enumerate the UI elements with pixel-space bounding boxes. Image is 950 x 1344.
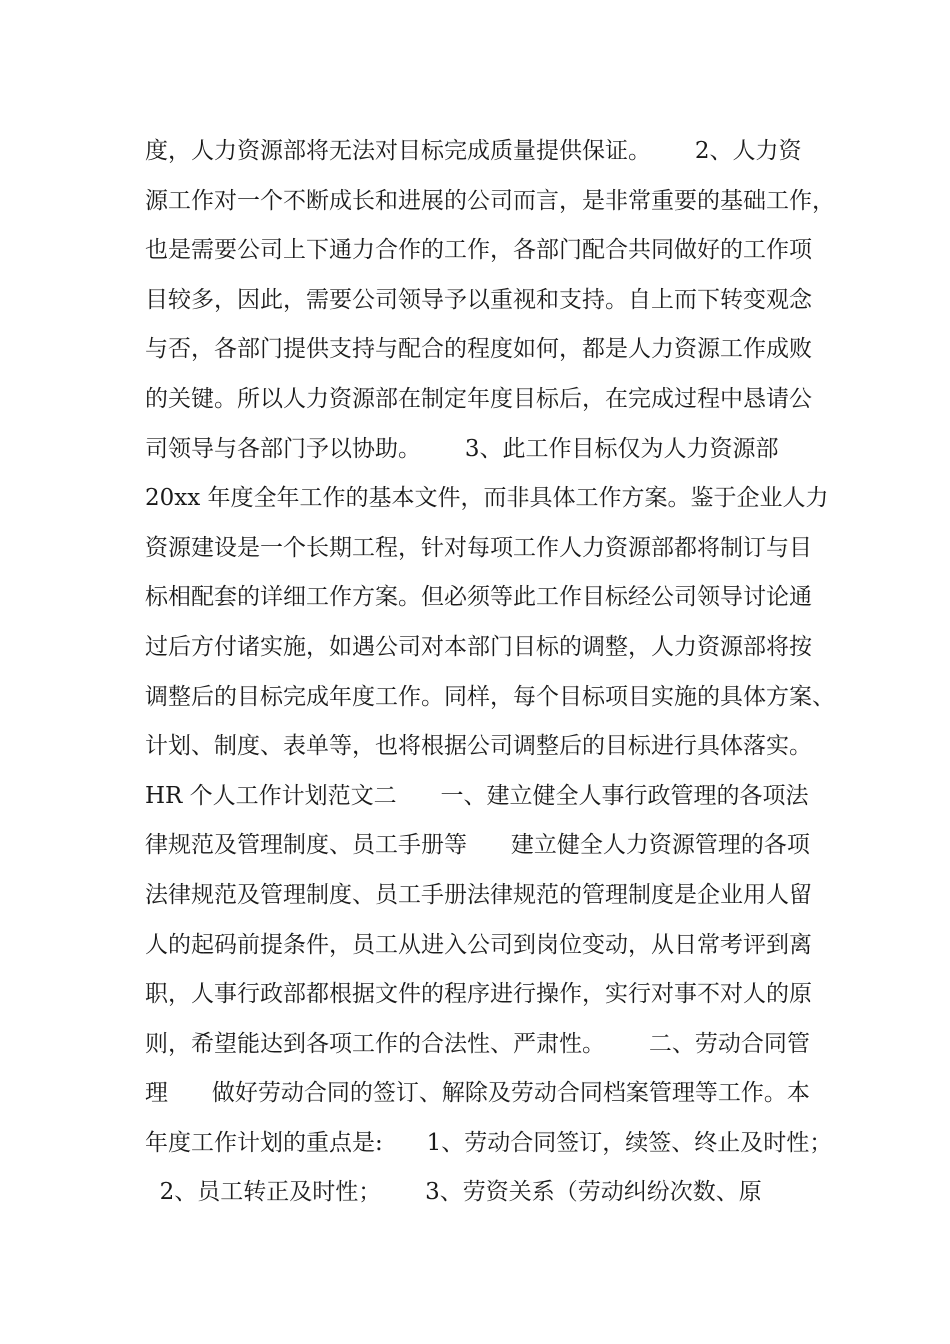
text-line: 度，人力资源部将无法对目标完成质量提供保证。 2、人力资 [145,138,802,164]
text-line: 与否，各部门提供支持与配合的程度如何，都是人力资源工作成败 [145,336,812,363]
text-line: HR 个人工作计划范文二 一、建立健全人事行政管理的各项法 [145,782,809,809]
text-line: 则，希望能达到各项工作的合法性、严肃性。 二、劳动合同管 [145,1030,810,1057]
text-line: 的关键。所以人力资源部在制定年度目标后，在完成过程中恳请公 [145,385,812,412]
text-line: 标相配套的详细工作方案。但必须等此工作目标经公司领导讨论通 [145,584,812,611]
text-line: 年度工作计划的重点是: 1、劳动合同签订，续签、终止及时性； [145,1129,833,1156]
text-line: 2、员工转正及时性； 3、劳资关系（劳动纠纷次数、原 [145,1179,762,1206]
text-line: 律规范及管理制度、员工手册等 建立健全人力资源管理的各项 [145,832,810,859]
text-line: 过后方付诸实施，如遇公司对本部门目标的调整，人力资源部将按 [145,633,812,660]
text-line: 计划、制度、表单等，也将根据公司调整后的目标进行具体落实。 [145,733,812,760]
document-body [145,131,835,1222]
text-line: 法律规范及管理制度、员工手册法律规范的管理制度是企业用人留 [145,881,812,908]
text-line: 司领导与各部门予以协助。 3、此工作目标仅为人力资源部 [145,435,779,462]
text-line: 20xx 年度全年工作的基本文件，而非具体工作方案。鉴于企业人力 [145,485,829,512]
text-line: 资源建设是一个长期工程，针对每项工作人力资源部都将制订与目 [145,534,812,561]
text-line: 职，人事行政部都根据文件的程序进行操作，实行对事不对人的原 [145,981,812,1008]
text-line: 调整后的目标完成年度工作。同样，每个目标项目实施的具体方案、 [145,683,835,710]
text-line: 目较多，因此，需要公司领导予以重视和支持。自上而下转变观念 [145,286,812,313]
text-line: 源工作对一个不断成长和进展的公司而言，是非常重要的基础工作， [145,187,835,214]
text-line: 也是需要公司上下通力合作的工作，各部门配合共同做好的工作项 [145,237,812,264]
text-line: 人的起码前提条件，员工从进入公司到岗位变动，从日常考评到离 [145,931,812,958]
text-line: 理 做好劳动合同的签订、解除及劳动合同档案管理等工作。本 [145,1080,810,1107]
